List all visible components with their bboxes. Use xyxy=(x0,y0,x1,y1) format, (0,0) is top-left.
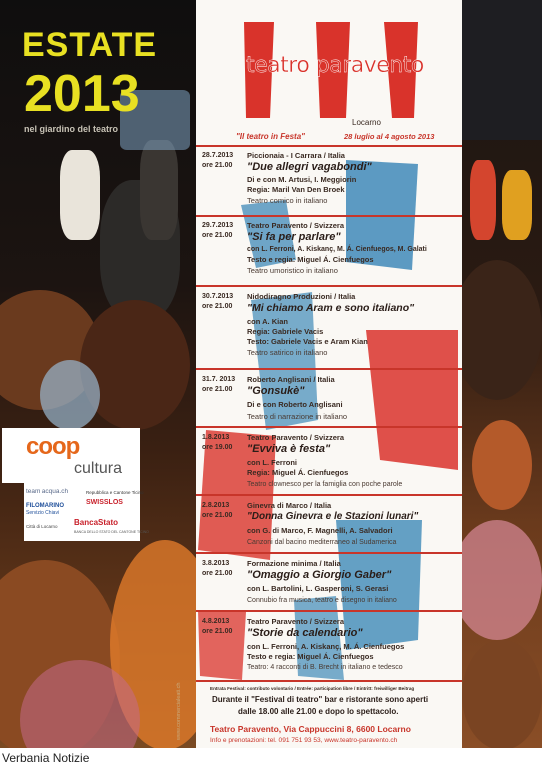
bar-note-line2: dalle 18.00 alle 21.00 e dopo lo spettacolo. xyxy=(238,707,399,716)
cultura-text: cultura xyxy=(74,460,123,477)
entry-line: Regia: Gabriele Vacis xyxy=(247,327,324,336)
entry-line: Regia: Miguel Á. Cienfuegos xyxy=(247,468,349,477)
vertical-credit: www.commercialeati.ch xyxy=(176,682,182,740)
entry-time: ore 21.00 xyxy=(202,232,233,239)
entry-genre: Teatro comico in italiano xyxy=(247,196,328,205)
entry-time: ore 21.00 xyxy=(202,303,233,310)
entry-title: "Due allegri vagabondi" xyxy=(247,161,372,173)
entry-company: Roberto Anglisani / Italia xyxy=(247,375,335,384)
footer-address: Teatro Paravento, Via Cappuccini 8, 6600 Locarno xyxy=(210,724,411,734)
audience-photo-right xyxy=(462,0,542,748)
entry-time: ore 21.00 xyxy=(202,162,233,169)
bar-note-line1: Durante il "Festival di teatro" bar e ristorante sono aperti xyxy=(212,695,429,704)
entry-line: con A. Kian xyxy=(247,317,288,326)
entry-line: Testo e regia: Miguel Á. Cienfuegos xyxy=(247,255,374,264)
festival-title: "Il teatro in Festa" xyxy=(236,132,305,141)
entry-time: ore 21.00 xyxy=(202,570,233,577)
bancastato-sub: BANCA DELLO STATO DEL CANTONE TICINO xyxy=(74,530,149,534)
entry-title: "Mi chiamo Aram e sono italiano" xyxy=(247,302,415,314)
entry-company: Teatro Paravento / Svizzera xyxy=(247,433,344,442)
entry-line: Di e con M. Artusi, I. Meggiorin xyxy=(247,175,357,184)
entry-time: ore 21.00 xyxy=(202,386,233,393)
location-text: Locarno xyxy=(352,118,381,127)
entry-date: 28.7.2013 xyxy=(202,152,234,159)
separator-top xyxy=(196,145,462,147)
team-sponsor: team acqua.ch xyxy=(26,488,69,495)
entry-date: 4.8.2013 xyxy=(202,618,230,625)
entry-company: Teatro Paravento / Svizzera xyxy=(247,617,344,626)
filomarino-sub: Servizio Chiavi xyxy=(26,510,60,516)
entry-line: con G. di Marco, F. Magnelli, A. Salvadori xyxy=(247,526,393,535)
sponsor-logos xyxy=(24,483,149,541)
entry-title: "Si fa per parlare" xyxy=(247,231,341,243)
footer-info: Info e prenotazioni: tel. 091 751 93 53, www.teatro-paravento.ch xyxy=(210,737,398,744)
entry-line: con L. Ferroni, A. Kiskanç, M. Á. Cienfuegos xyxy=(247,642,405,651)
entry-date: 2.8.2013 xyxy=(202,502,230,509)
entry-line: Testo: Gabriele Vacis e Aram Kian xyxy=(247,337,368,346)
entry-title: "Gonsukè" xyxy=(247,385,305,397)
entry-line: Testo e regia: Miguel Á. Cienfuegos xyxy=(247,652,374,661)
separator xyxy=(196,426,462,428)
bancastato-sponsor: BancaStato xyxy=(74,518,119,527)
red-shape-1 xyxy=(366,330,458,470)
separator xyxy=(196,215,462,217)
entry-date: 29.7.2013 xyxy=(202,222,234,229)
separator xyxy=(196,552,462,554)
entry-company: Teatro Paravento / Svizzera xyxy=(247,221,344,230)
entry-genre: Canzoni dal bacino mediterraneo al Sudamerica xyxy=(247,539,397,546)
entry-genre: Teatro umoristico in italiano xyxy=(247,266,338,275)
entry-date: 30.7.2013 xyxy=(202,293,234,300)
logo-text: teatro paravento xyxy=(246,53,424,78)
filomarino-sponsor: FILOMARINO xyxy=(26,503,64,509)
source-caption: Verbania Notizie xyxy=(2,751,90,765)
entry-time: ore 19.00 xyxy=(202,444,233,451)
estate-heading: ESTATE xyxy=(22,26,158,64)
entry-time: ore 21.00 xyxy=(202,512,233,519)
program-column xyxy=(196,0,462,748)
entry-title: "Donna Ginevra e le Stazioni lunari" xyxy=(247,511,419,522)
festival-dates: 28 luglio al 4 agosto 2013 xyxy=(344,132,435,141)
entry-line: con L. Ferroni, A. Kiskanç, M. Á. Cienfuegos, M. Galati xyxy=(247,246,427,253)
entry-date: 31.7. 2013 xyxy=(202,376,236,383)
giardino-subheading: nel giardino del teatro xyxy=(24,124,119,134)
separator xyxy=(196,494,462,496)
citta-sponsor: Città di Locarno xyxy=(26,524,58,529)
coop-logo-text: coop xyxy=(26,433,80,460)
entry-company: Formazione minima / Italia xyxy=(247,559,341,568)
entry-line: Di e con Roberto Anglisani xyxy=(247,400,343,409)
entry-company: Ginevra di Marco / Italia xyxy=(247,501,332,510)
entry-company: Nidodiragno Produzioni / Italia xyxy=(247,292,356,301)
entry-line: con L. Bartolini, L. Gasperoni, S. Gerasi xyxy=(247,584,389,593)
entry-title: "Storie da calendario" xyxy=(247,627,363,639)
entry-company: Piccionaia - I Carrara / Italia xyxy=(247,151,345,160)
entry-title: "Omaggio a Giorgio Gaber" xyxy=(247,569,392,581)
entry-genre: Teatro di narrazione in italiano xyxy=(247,412,348,421)
entry-date: 3.8.2013 xyxy=(202,560,230,567)
separator xyxy=(196,285,462,287)
entry-genre: Teatro: 4 racconti di B. Brecht in italiano e tedesco xyxy=(247,664,403,671)
entry-title: "Evviva è festa" xyxy=(247,443,331,455)
entry-line: con L. Ferroni xyxy=(247,458,298,467)
entry-genre: Connubio fra musica, teatro e disegno in italiano xyxy=(247,597,397,604)
entry-line: Regia: Maril Van Den Broek xyxy=(247,185,345,194)
entry-fee-note: Entrata Festival: contributo volontario / Entrée: participation libre / Eintritt: freiwilliger Beitrag xyxy=(210,686,415,691)
entry-genre: Teatro satirico in italiano xyxy=(247,348,328,357)
entry-date: 1.8.2013 xyxy=(202,434,230,441)
separator xyxy=(196,610,462,612)
swisslos-sponsor: SWISSLOS xyxy=(86,499,123,506)
entry-genre: Teatro clownesco per la famiglia con poche parole xyxy=(247,481,403,488)
year-heading: 2013 xyxy=(24,65,140,123)
repubblica-sponsor: Repubblica e Cantone Ticino xyxy=(86,490,144,495)
entry-time: ore 21.00 xyxy=(202,628,233,635)
coop-cultura-logo xyxy=(2,428,140,483)
separator xyxy=(196,680,462,682)
separator xyxy=(196,368,462,370)
